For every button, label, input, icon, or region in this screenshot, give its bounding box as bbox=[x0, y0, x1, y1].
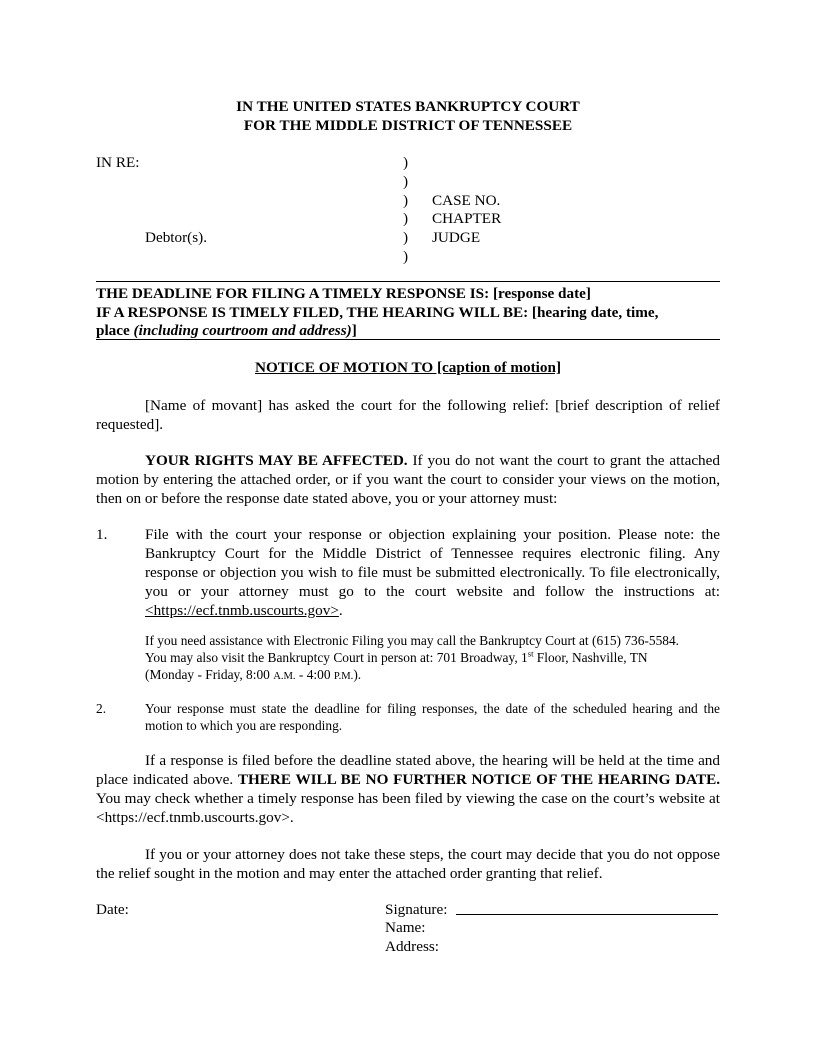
assist-line1: If you need assistance with Electronic Filing you may call the Bankruptcy Court at (615) 736-5584. bbox=[145, 633, 680, 648]
chapter-label: CHAPTER bbox=[432, 210, 502, 227]
court-heading-line2: FOR THE MIDDLE DISTRICT OF TENNESSEE bbox=[243, 117, 573, 134]
deadline-line2: IF A RESPONSE IS TIMELY FILED, THE HEARING WILL BE: [hearing date, time, bbox=[96, 304, 659, 321]
deadline-line3: place (including courtroom and address)] bbox=[96, 322, 357, 339]
caption-paren: ) bbox=[403, 210, 409, 227]
in-re-label: IN RE: bbox=[96, 154, 140, 171]
item2-text: Your response must state the deadline for filing responses, the date of the scheduled hearing and the motion to which you are responding. bbox=[145, 701, 720, 733]
caption-paren: ) bbox=[403, 248, 409, 265]
item1-number: 1. bbox=[96, 526, 108, 543]
court-heading-line1: IN THE UNITED STATES BANKRUPTCY COURT bbox=[236, 98, 580, 115]
item1-text: File with the court your response or objection explaining your position. Please note: the Bankruptcy Court for the Middle District of Tennessee requires electronic filing. Any response or objection you wish to file must be submitted electronically. To file electronically, you or your attorney must go to the court website and follow the instructions at: <https://ecf.tnmb.uscourts.gov>. bbox=[145, 526, 720, 619]
steps-paragraph: If you or your attorney does not take these steps, the court may decide that you do not oppose the relief sought in the motion and may enter the attached order granting that relief. bbox=[96, 846, 720, 882]
case-no-label: CASE NO. bbox=[432, 192, 501, 209]
debtor-label: Debtor(s). bbox=[145, 229, 207, 246]
name-label: Name: bbox=[385, 919, 426, 936]
rights-paragraph: YOUR RIGHTS MAY BE AFFECTED. If you do not want the court to grant the attached motion by entering the attached order, or if you want the court to consider your views on the motion, then on or before the response date stated above, you or your attorney must: bbox=[96, 452, 720, 507]
deadline-place-detail: (including courtroom and address) bbox=[133, 322, 352, 339]
judge-label: JUDGE bbox=[432, 229, 481, 246]
assist-line2: You may also visit the Bankruptcy Court in person at: 701 Broadway, 1st Floor, Nashville, TN bbox=[145, 648, 648, 665]
caption-paren: ) bbox=[403, 154, 409, 171]
date-label: Date: bbox=[96, 901, 129, 918]
item2-number: 2. bbox=[96, 701, 107, 716]
caption-paren: ) bbox=[403, 173, 409, 190]
ecf-link[interactable]: <https://ecf.tnmb.uscourts.gov> bbox=[145, 602, 339, 619]
relief-paragraph: [Name of movant] has asked the court for the following relief: [brief description of relief requested]. bbox=[96, 397, 720, 433]
no-further-notice: THERE WILL BE NO FURTHER NOTICE OF THE HEARING DATE. bbox=[237, 771, 720, 788]
signature-line bbox=[456, 914, 718, 915]
caption-paren: ) bbox=[403, 192, 409, 209]
rights-heading: YOUR RIGHTS MAY BE AFFECTED. bbox=[145, 452, 408, 469]
divider-top bbox=[96, 281, 720, 282]
response-filed-paragraph: If a response is filed before the deadline stated above, the hearing will be held at the time and place indicated above. THERE WILL BE NO FURTHER NOTICE OF THE HEARING DATE. You may check whether a timely response has been filed by viewing the case on the court’s website at <https://ecf.tnmb.uscourts.gov>. bbox=[96, 752, 720, 826]
notice-title: NOTICE OF MOTION TO [caption of motion] bbox=[254, 359, 562, 376]
deadline-line1: THE DEADLINE FOR FILING A TIMELY RESPONSE IS: [response date] bbox=[96, 285, 591, 302]
signature-label: Signature: bbox=[385, 901, 448, 918]
caption-paren: ) bbox=[403, 229, 409, 246]
divider-bottom bbox=[96, 339, 720, 340]
address-label: Address: bbox=[385, 938, 439, 955]
assist-line3: (Monday - Friday, 8:00 A.M. - 4:00 P.M.). bbox=[145, 667, 362, 682]
